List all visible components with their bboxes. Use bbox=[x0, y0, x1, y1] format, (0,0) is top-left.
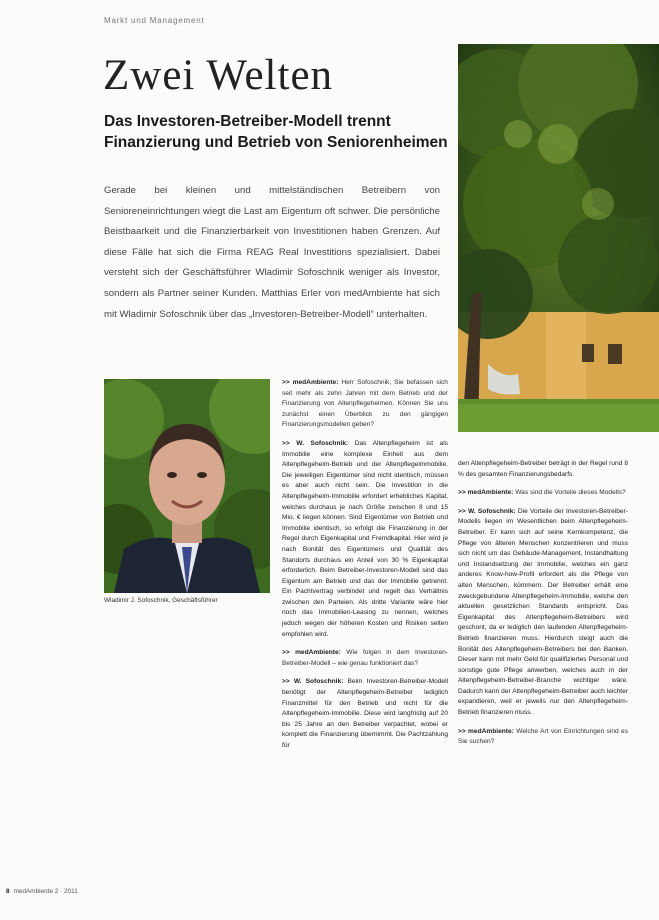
portrait-caption: Wladimir J. Sofoschnik, Geschäftsführer bbox=[104, 597, 218, 604]
interview-question bbox=[282, 378, 448, 431]
speaker-label: >> W. Sofoschnik: bbox=[458, 507, 516, 515]
question-text: Wie folgen in dem Investoren-Betreiber-Modell – wie genau funktioniert das? bbox=[282, 649, 448, 667]
interview-question bbox=[458, 488, 628, 499]
speaker-label: >> medAmbiente: bbox=[282, 649, 341, 657]
question-text: Welche Art von Einrichtungen sind es Sie suchen? bbox=[458, 727, 628, 746]
section-label: Markt und Management bbox=[104, 16, 205, 25]
interview-answer bbox=[282, 677, 448, 751]
article-lead: Gerade bei kleinen und mittelständischen Betreibern von Senioreneinrichtungen wiegt die Last am Eigentum oft schwer. Die persönliche Beistbaarkeit und die Finanzierbarkeit von Investitionen haben Grenzen. Auf diese Fälle hat sich die Firma REAG Real Investitions spezialisiert. Dabei versteht sich der Geschäftsführer Wladimir Sofoschnik weniger als Investor, sondern als Partner seiner Kunden. Matthias Erler von medAmbiente hat sich mit Wladimir Sofoschnik über das „Investoren-Betreiber-Modell“ unterhalten. bbox=[104, 185, 440, 320]
speaker-label: >> medAmbiente: bbox=[458, 489, 514, 497]
speaker-label: >> W. Sofoschnik: bbox=[282, 439, 349, 447]
speaker-label: >> medAmbiente: bbox=[282, 379, 339, 386]
interview-question bbox=[282, 648, 448, 669]
interview-column-middle bbox=[282, 378, 448, 760]
article-title: Zwei Welten bbox=[103, 52, 334, 99]
page-number: 8 bbox=[6, 888, 10, 895]
answer-text: Beim Investoren-Betreiber-Modell benötigt der Altenpflegeheim-Betreiber lediglich Finanzmittel für den Betrieb und nicht für die Altenpflegeheim-Immobilie. Diese wird langfristig auf 20 bis 25 Jahre an den Betreiber verpachtet, wobei er komplett die Finanzierung übernimmt. Die Pachtzahlung für bbox=[282, 678, 448, 749]
trees-photo bbox=[458, 44, 659, 432]
portrait-photo bbox=[104, 379, 270, 593]
speaker-label: >> W. Sofoschnik: bbox=[282, 678, 344, 686]
interview-answer bbox=[282, 439, 448, 640]
interview-column-right bbox=[458, 459, 628, 756]
speaker-label: >> medAmbiente: bbox=[458, 727, 514, 735]
interview-question bbox=[458, 727, 628, 748]
answer-text: Die Vorteile der Investoren-Betreiber-Modells liegen im Wesentlichen beim Altenpflegeheim-Betreiber. Er kann sich auf seine Kernkompetenz, die Pflege von älteren Menschen konzentrieren und muss sich nicht um das Gebäude-Management, Instandhaltung und Instandsetzung der Immobilie, welches ein ganz anderes Know-how-Profil erfordert als die Pflege von alten Menschen, kümmern. Der Betreiber erhält eine zweckgebundene Altenpflegeheim-Immobilie, welche den aktuellen gesetzlichen Standards entspricht. Das Eigenkapital des Altenpflegeheim-Betreibers wird geschont, da er lediglich den laufenden Altenpflegeheim-Betrieb finanzieren muss. Hierdurch steigt auch die Bonität des Altenpflegeheim-Betreibers bei den Banken. Dieser kann mit mehr Geld für qualifiziertes Personal und sonstige gute Pflege anwerben, welches auch in der Altenpflegeheim-Betreiber-Branche wichtiger wäre. Dadurch kann der Altenpflegeheim-Betreiber auch leichter expandieren, weil er jeweils nur den Altenpflegeheim-Betrieb finanzieren muss. bbox=[458, 507, 628, 717]
interview-continuation bbox=[458, 459, 628, 480]
interview-answer bbox=[458, 507, 628, 719]
page-footer bbox=[6, 888, 78, 895]
magazine-issue: medAmbiente 2 · 2011 bbox=[13, 888, 78, 895]
answer-text: Das Altenpflegeheim ist als Immobilie eine komplexe Einheit aus dem Altenpflegeheim-Betrieb und der Altenpflegeimmobilie. Die jeweiligen Eigentümer sind nicht identisch, müssen es aber auch nicht sein. Die Investition in die Altenpflegeheim-Immobilie erfordert erhebliches Kapital, welches durchaus je nach Größe zwischen 8 und 15 Mio. € liegen können. Sind Eigentümer von Betrieb und Immobilie identisch, so erfolgt die Finanzierung in der Regel durch Eigenkapital und Fremdkapital. Hier wird je nach Bonität des Eigentümers und Qualität des Standorts durchaus ein Anteil von 30 % Eigenkapital erforderlich. Beim Betreiber-Investoren-Modell sind das Eigentum am Betrieb und das der Immobilie getrennt. Ein Pachtvertrag verbindet und regelt das Verhältnis zwischen den Parteien. Als dritte Variante wäre hier noch das Immobilien-Leasing zu nennen, welches jedoch wegen der höheren Kosten und Risiken selten empfohlen wird. bbox=[282, 439, 448, 638]
article-subtitle: Das Investoren-Betreiber-Modell trennt Finanzierung und Betrieb von Seniorenheimen bbox=[104, 113, 448, 151]
question-text: Herr Sofoschnik, Sie befassen sich seit mehr als zehn Jahren mit dem Betrieb und der Finanzierung von Altenpflegeheimen. Können Sie uns zunächst einen Überblick zu den gängigen Finanzierungsmodellen geben? bbox=[282, 379, 448, 429]
question-text: Was sind die Vorteile dieses Modells? bbox=[515, 489, 626, 497]
answer-text: den Altenpflegeheim-Betreiber beträgt in der Regel rund 8 % des gesamten Finanzierungsbedarfs. bbox=[458, 460, 628, 478]
